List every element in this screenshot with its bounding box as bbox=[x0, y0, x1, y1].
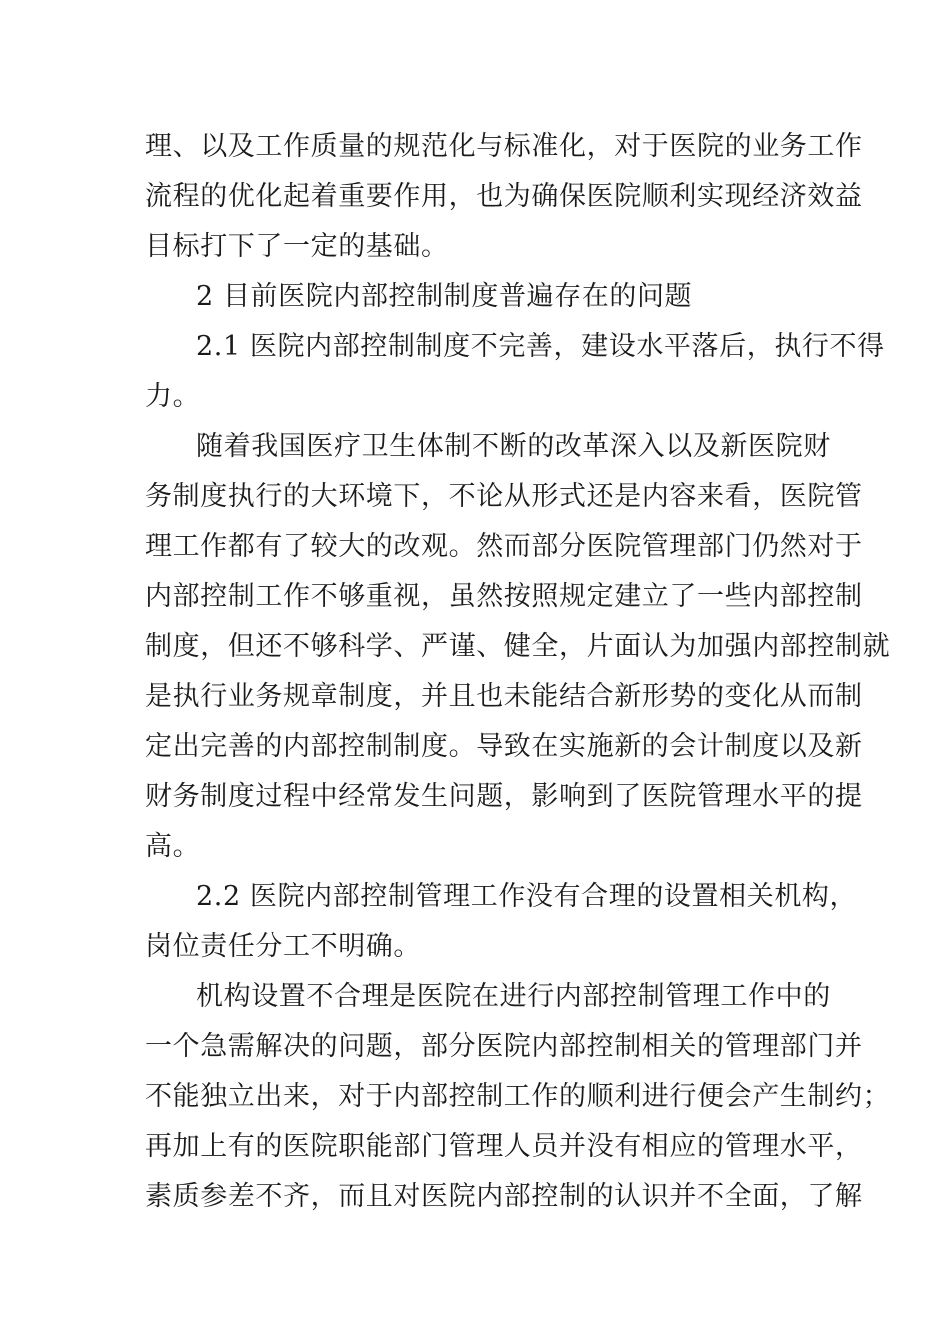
text-line: 岗位责任分工不明确。 bbox=[145, 931, 421, 962]
subsection-heading: 2.2 医院内部控制管理工作没有合理的设置相关机构， bbox=[196, 881, 858, 912]
text-line: 财务制度过程中经常发生问题，影响到了医院管理水平的提 bbox=[145, 781, 863, 812]
text-line: 内部控制工作不够重视，虽然按照规定建立了一些内部控制 bbox=[145, 581, 863, 612]
text-line: 再加上有的医院职能部门管理人员并没有相应的管理水平， bbox=[145, 1131, 863, 1162]
text-line: 理工作都有了较大的改观。然而部分医院管理部门仍然对于 bbox=[145, 531, 863, 562]
text-line: 一个急需解决的问题，部分医院内部控制相关的管理部门并 bbox=[145, 1031, 863, 1062]
section-heading: 2 目前医院内部控制制度普遍存在的问题 bbox=[196, 281, 693, 312]
paragraph-first-line: 机构设置不合理是医院在进行内部控制管理工作中的 bbox=[196, 981, 831, 1012]
text-line: 流程的优化起着重要作用，也为确保医院顺利实现经济效益 bbox=[145, 181, 863, 212]
text-line: 目标打下了一定的基础。 bbox=[145, 231, 449, 262]
text-line: 力。 bbox=[145, 381, 201, 412]
text-line: 不能独立出来，对于内部控制工作的顺利进行便会产生制约； bbox=[145, 1081, 891, 1112]
text-line: 定出完善的内部控制制度。导致在实施新的会计制度以及新 bbox=[145, 731, 863, 762]
text-line: 理、以及工作质量的规范化与标准化，对于医院的业务工作 bbox=[145, 131, 863, 162]
text-line: 素质参差不齐，而且对医院内部控制的认识并不全面，了解 bbox=[145, 1181, 863, 1212]
text-line: 是执行业务规章制度，并且也未能结合新形势的变化从而制 bbox=[145, 681, 863, 712]
text-line: 高。 bbox=[145, 831, 201, 862]
text-line: 制度，但还不够科学、严谨、健全，片面认为加强内部控制就 bbox=[145, 631, 891, 662]
paragraph-first-line: 随着我国医疗卫生体制不断的改革深入以及新医院财 bbox=[196, 431, 831, 462]
subsection-heading: 2.1 医院内部控制制度不完善，建设水平落后，执行不得 bbox=[196, 331, 885, 362]
text-line: 务制度执行的大环境下，不论从形式还是内容来看，医院管 bbox=[145, 481, 863, 512]
